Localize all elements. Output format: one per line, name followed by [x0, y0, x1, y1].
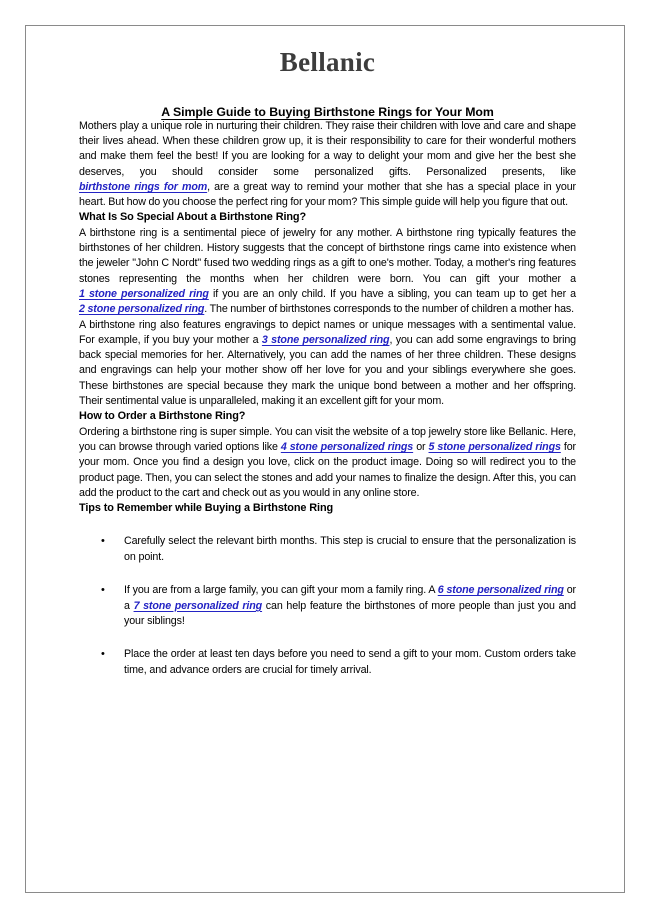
bullet-icon: •: [101, 584, 105, 597]
bullet-icon: •: [101, 648, 105, 661]
section1-paragraph-1: [79, 226, 576, 318]
section-heading-what-is-special: What Is So Special About a Birthstone Ring?: [79, 211, 307, 224]
page-title: A Simple Guide to Buying Birthstone Rings for Your Mom: [161, 104, 494, 119]
tip-2-text-part-2: or a: [124, 584, 576, 612]
section1-p1-text-part-3: . The number of birthstones corresponds to the number of children a mother has.: [204, 303, 574, 316]
tips-list: [79, 534, 576, 678]
document-page-frame: [25, 25, 625, 893]
intro-paragraph: [79, 119, 576, 211]
list-item: [79, 647, 576, 678]
link-birthstone-rings-for-mom[interactable]: birthstone rings for mom: [79, 180, 208, 193]
link-1-stone-personalized-ring[interactable]: 1 stone personalized ring: [79, 287, 209, 300]
brand-logo-text: Bellanic: [279, 47, 376, 77]
list-item: [79, 583, 576, 629]
link-4-stone-personalized-rings[interactable]: 4 stone personalized rings: [280, 440, 414, 453]
section1-paragraph-2: [79, 318, 576, 410]
tip-3-text-part-1: Place the order at least ten days before you need to send a gift to your mom. Custom orders take time, and advance orders are crucial for timely arrival.: [124, 648, 576, 676]
section2-paragraph-1: [79, 425, 576, 501]
link-5-stone-personalized-rings[interactable]: 5 stone personalized rings: [428, 440, 561, 453]
section1-p1-text-part-2: if you are an only child. If you have a sibling, you can team up to get her a: [208, 287, 576, 300]
tip-2-text-part-1: If you are from a large family, you can gift your mom a family ring. A: [124, 584, 438, 597]
link-3-stone-personalized-ring[interactable]: 3 stone personalized ring: [261, 333, 390, 346]
section1-p2-text-part-1: A birthstone ring also features engravings to depict names or unique messages with a sentimental value. For example, if you buy your mother a: [79, 318, 576, 346]
intro-text-part-1: Mothers play a unique role in nurturing their children. They raise their children with love and care and shape their lives ahead. When these children grow up, it is their responsibility to care for their wonderful mothers and make them feel the best! If you are looking for a way to delight your mom and give her the best she deserves, you should consider some personalized gifts. Personalized presents, like: [79, 119, 576, 178]
link-7-stone-personalized-ring[interactable]: 7 stone personalized ring: [133, 599, 263, 612]
bullet-icon: •: [101, 535, 105, 548]
section1-p2-text-part-2: , you can add some engravings to bring back special memories for her. Alternatively, you can add the names of her three children. These designs and engravings can help your mother show off her love for you and your siblings everywhere she goes. These birthstones are special because they mark the unique bond between a mother and her offspring. Their sentimental value is unparalleled, making it an excellent gift for your mom.: [79, 333, 576, 408]
section2-p1-text-part-1: Ordering a birthstone ring is super simple. You can visit the website of a top jewelry store like Bellanic. Here, you can browse through varied options like: [79, 425, 576, 453]
document-content: [79, 34, 576, 678]
intro-text-part-2: , are a great way to remind your mother that she has a special place in your heart. But how do you choose the perfect ring for your mom? This simple guide will help you figure that out.: [79, 180, 576, 209]
link-6-stone-personalized-ring[interactable]: 6 stone personalized ring: [437, 584, 564, 597]
section2-p1-text-part-3: for your mom. Once you find a design you love, click on the product image. Doing so will redirect you to the product page. Then, you can select the stones and add your names to finalize the design. After this, you can add the product to the cart and check out as you would in any online store.: [79, 440, 576, 499]
section1-p1-text-part-1: A birthstone ring is a sentimental piece of jewelry for any mother. A birthstone ring typically features the birthstones of her children. History suggests that the concept of birthstone rings came into existence when the jeweler "John C Nordt" fused two wedding rings as a gift to one's mother. Today, a mother's ring features stones representing the months when her children were born. You can gift your mother a: [79, 226, 576, 285]
section-heading-how-to-order: How to Order a Birthstone Ring?: [79, 410, 246, 423]
tip-2-text-part-3: can help feature the birthstones of more people than just you and your siblings!: [124, 599, 576, 628]
section2-p1-text-part-2: or: [413, 440, 429, 453]
section-heading-tips: Tips to Remember while Buying a Birthstone Ring: [79, 502, 334, 515]
tip-1-text-part-1: Carefully select the relevant birth months. This step is crucial to ensure that the personalization is on point.: [124, 535, 576, 563]
link-2-stone-personalized-ring[interactable]: 2 stone personalized ring: [79, 303, 205, 316]
list-item: [79, 534, 576, 565]
